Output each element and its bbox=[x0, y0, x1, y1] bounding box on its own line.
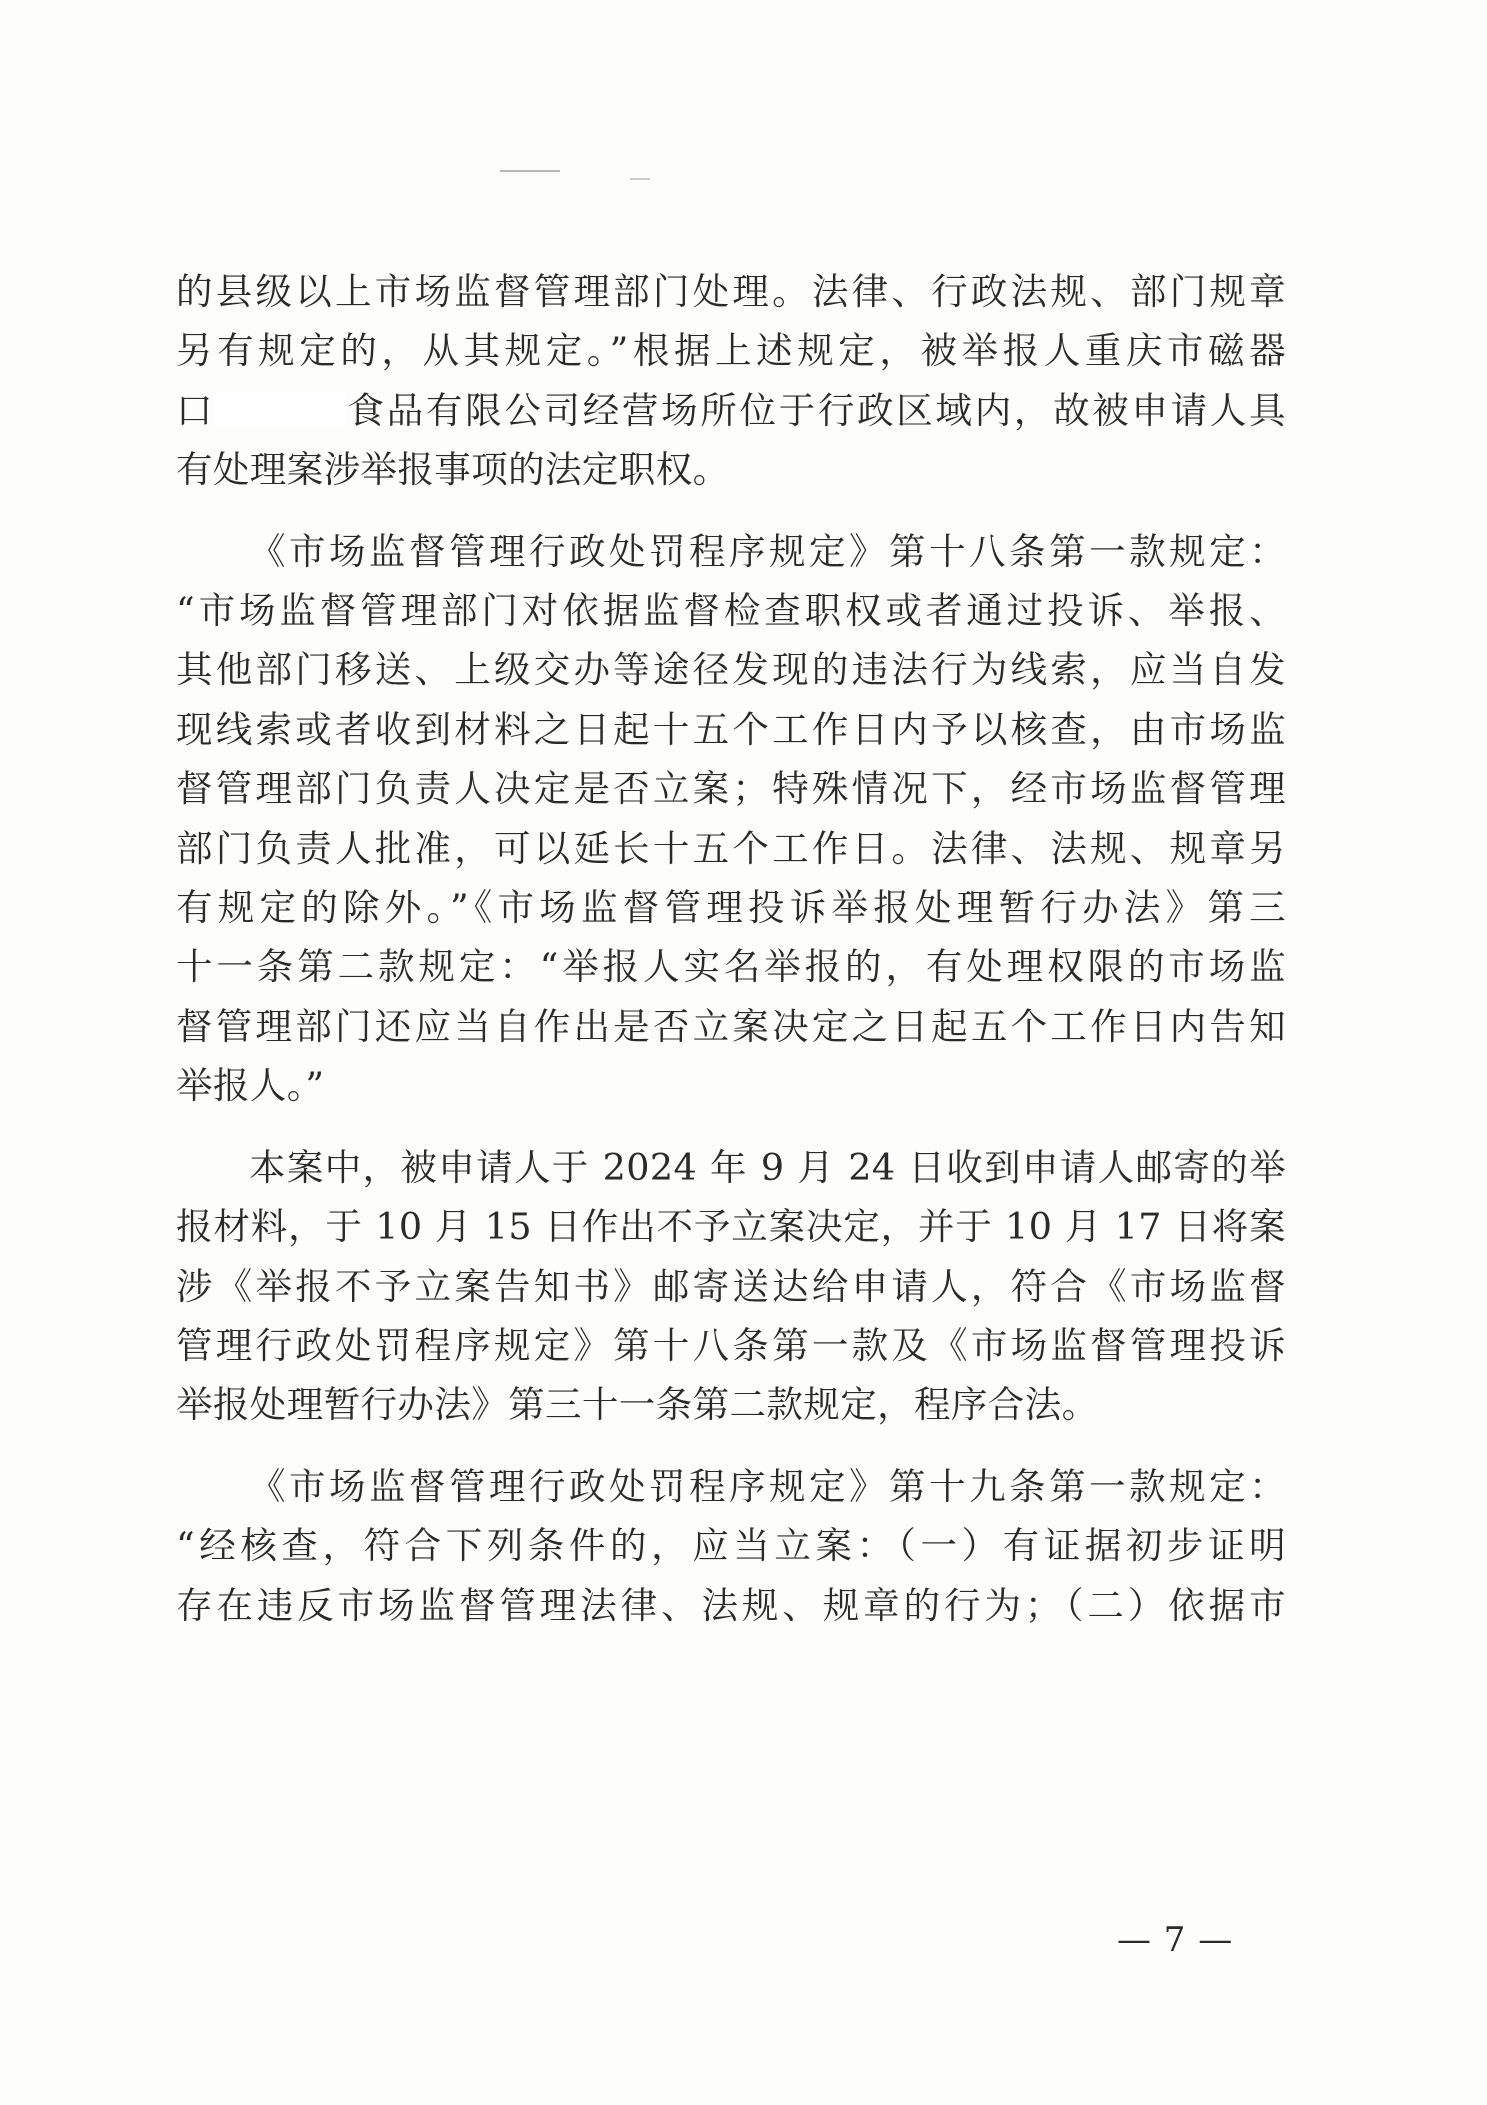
page-number: — 7 — bbox=[1117, 1920, 1234, 1960]
text-line: 其他部门移送、上级交办等途径发现的违法行为线索，应当自发 bbox=[176, 648, 1286, 692]
text-line: 举报人。” bbox=[176, 1064, 325, 1108]
paragraph-spacer bbox=[176, 1435, 1286, 1457]
paragraph-3 bbox=[176, 1138, 1286, 1435]
text-line: 部门负责人批准，可以延长十五个工作日。法律、法规、规章另 bbox=[176, 826, 1286, 870]
text-line: 存在违反市场监督管理法律、法规、规章的行为；（二）依据市 bbox=[176, 1583, 1286, 1627]
redaction-block bbox=[215, 392, 345, 428]
text-line: 有规定的除外。”《市场监督管理投诉举报处理暂行办法》第三 bbox=[176, 886, 1286, 930]
text-fragment: 食品有限公司经营场所位于行政区域内，故被申请人具 bbox=[345, 388, 1286, 432]
paragraph-4 bbox=[176, 1457, 1286, 1635]
text-line-with-redaction bbox=[176, 381, 1286, 440]
text-line: “市场监督管理部门对依据监督检查职权或者通过投诉、举报、 bbox=[176, 589, 1286, 633]
paragraph-1 bbox=[176, 262, 1286, 500]
paragraph-spacer bbox=[176, 500, 1286, 522]
text-line: 涉《举报不予立案告知书》邮寄送达给申请人，符合《市场监督 bbox=[176, 1264, 1286, 1308]
scan-artifact-mark bbox=[630, 178, 650, 180]
text-line: 报材料，于 10 月 15 日作出不予立案决定，并于 10 月 17 日将案 bbox=[176, 1205, 1286, 1249]
text-line: 举报处理暂行办法》第三十一条第二款规定，程序合法。 bbox=[176, 1383, 1099, 1427]
text-line: 督管理部门负责人决定是否立案；特殊情况下，经市场监督管理 bbox=[176, 767, 1286, 811]
text-line: 《市场监督管理行政处罚程序规定》第十九条第一款规定： bbox=[249, 1464, 1286, 1508]
text-line: 的县级以上市场监督管理部门处理。法律、行政法规、部门规章 bbox=[176, 270, 1286, 313]
text-line: 另有规定的，从其规定。”根据上述规定，被举报人重庆市磁器 bbox=[176, 329, 1286, 373]
scan-artifact-mark bbox=[500, 170, 560, 172]
text-line: 督管理部门还应当自作出是否立案决定之日起五个工作日内告知 bbox=[176, 1004, 1286, 1048]
text-line: “经核查，符合下列条件的，应当立案：（一）有证据初步证明 bbox=[176, 1524, 1286, 1568]
paragraph-spacer bbox=[176, 1116, 1286, 1138]
document-body bbox=[176, 262, 1286, 1635]
text-line: 现线索或者收到材料之日起十五个工作日内予以核查，由市场监 bbox=[176, 707, 1286, 751]
text-line: 管理行政处罚程序规定》第十八条第一款及《市场监督管理投诉 bbox=[176, 1323, 1286, 1367]
text-line: 十一条第二款规定：“举报人实名举报的，有处理权限的市场监 bbox=[176, 945, 1286, 989]
text-line: 本案中，被申请人于 2024 年 9 月 24 日收到申请人邮寄的举 bbox=[249, 1145, 1286, 1189]
text-fragment: 口 bbox=[176, 388, 216, 432]
text-line: 有处理案涉举报事项的法定职权。 bbox=[176, 448, 730, 492]
paragraph-2 bbox=[176, 522, 1286, 1116]
text-line: 《市场监督管理行政处罚程序规定》第十八条第一款规定： bbox=[249, 529, 1286, 573]
